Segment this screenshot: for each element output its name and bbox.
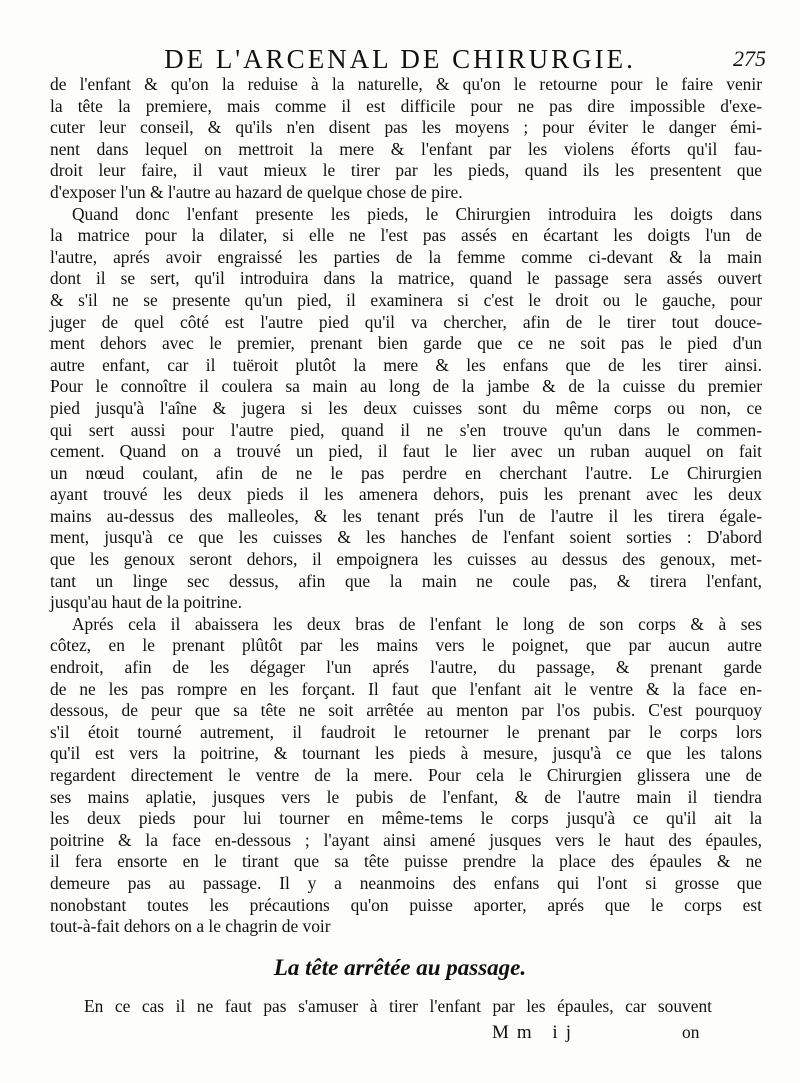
- text-line: ment dehors avec le premier, prenant bien garde que ce ne soit pas le pied d'un: [50, 333, 762, 354]
- text-line: qui sert aussi pour l'autre pied, quand il ne s'en trouve qu'un dans le commen-: [50, 419, 762, 440]
- final-line: [84, 996, 712, 1018]
- text-line: Aprés cela il abaissera les deux bras de l'enfant le long de son corps & à ses: [72, 613, 762, 634]
- text-line: dont il se sert, qu'il introduira dans la matrice, quand le passage sera assés ouvert: [50, 268, 762, 289]
- text-line: les deux pieds pour lui tourner en même-tems le corps jusqu'à ce qu'il ait la: [50, 808, 762, 829]
- text-line: que les genoux seront dehors, il empoignera les cuisses au dessus des genoux, met-: [50, 549, 762, 570]
- text-line: En ce cas il ne faut pas s'amuser à tirer l'enfant par les épaules, car souvent: [84, 996, 712, 1016]
- text-line: jusqu'au haut de la poitrine.: [50, 592, 242, 613]
- text-line: qu'il est vers la poitrine, & tournant les pieds à mesure, jusqu'à ce que les talons: [50, 743, 762, 764]
- text-line: nonobstant toutes les précautions qu'on puisse aporter, aprés que le corps est: [50, 894, 762, 915]
- text-line: côtez, en le prenant plûtôt par les mains vers le poignet, que par aucun autre: [50, 635, 762, 656]
- text-line: cuter leur conseil, & qu'ils n'en disent pas les moyens ; pour éviter le danger émi-: [50, 117, 762, 138]
- text-line: endroit, afin de les dégager l'un aprés l'autre, du passage, & prenant garde: [50, 657, 762, 678]
- text-line: poitrine & la face en-dessous ; l'ayant ainsi amené jusques vers le haut des épaules,: [50, 829, 762, 850]
- text-line: Pour le connoître il coulera sa main au long de la jambe & de la cuisse du premier: [50, 376, 762, 397]
- text-line: il fera ensorte en le tirant que sa tête puisse prendre la place des épaules & ne: [50, 851, 762, 872]
- text-line: cement. Quand on a trouvé un pied, il faut le lier avec un ruban auquel on fait: [50, 441, 762, 462]
- page-number: 275: [733, 46, 766, 71]
- text-line: autre enfant, car il tuëroit plutôt la mere & les enfans que de les tirer ainsi.: [50, 354, 762, 375]
- body-text: [50, 74, 762, 938]
- text-line: d'exposer l'un & l'autre au hazard de quelque chose de pire.: [50, 181, 463, 202]
- text-line: ses mains aplatie, jusques vers le pubis de l'enfant, & de l'autre main il tiendra: [50, 786, 762, 807]
- running-head: DE L'ARCENAL DE CHIRURGIE.: [164, 44, 636, 74]
- text-line: dessous, de peur que sa tête ne soit arrêtée au menton par l'os pubis. C'est pourquoy: [50, 700, 762, 721]
- text-line: ayant trouvé les deux pieds il les amenera dehors, puis les prenant avec les deux: [50, 484, 762, 505]
- text-line: droit leur faire, il vaut mieux le tirer par les pieds, quand ils les presentent que: [50, 160, 762, 181]
- text-line: la tête la premiere, mais comme il est difficile pour ne pas dire impossible d'exe-: [50, 95, 762, 116]
- text-line: & s'il ne se presente qu'un pied, il examinera si c'est le droit ou le gauche, pour: [50, 289, 762, 310]
- catchword: on: [682, 1022, 700, 1042]
- text-line: de ne les pas rompre en les forçant. Il faut que l'enfant ait le ventre & la face en-: [50, 678, 762, 699]
- text-line: juger de quel côté est l'autre pied qu'il va chercher, afin de le tirer tout douce-: [50, 311, 762, 332]
- text-line: regardent directement le ventre de la mere. Pour cela le Chirurgien glissera une de: [50, 765, 762, 785]
- text-line: de l'enfant & qu'on la reduise à la naturelle, & qu'on le retourne pour le faire venir: [50, 74, 762, 94]
- text-line: nent dans lequel on mettroit la mere & l'enfant par les violens éforts qu'il fau-: [50, 138, 762, 159]
- section-heading: La tête arrêtée au passage.: [273, 955, 527, 980]
- text-line: la matrice pour la dilater, si elle ne l'est pas assés en écartant les doigts l'un de: [50, 225, 762, 246]
- text-line: demeure pas au passage. Il y a neanmoins des enfans qui l'ont si grosse que: [50, 872, 762, 893]
- text-line: tant un linge sec dessus, afin que la main ne coule pas, & tirera l'enfant,: [50, 570, 762, 591]
- signature-mark: Mm ij: [492, 1022, 579, 1043]
- text-line: tout-à-fait dehors on a le chagrin de voir: [50, 916, 331, 937]
- text-line: pied jusqu'à l'aîne & jugera si les deux cuisses sont du même corps ou non, ce: [50, 397, 762, 418]
- text-line: l'autre, aprés avoir engraissé les parties de la femme comme ci-devant & la main: [50, 246, 762, 267]
- text-line: Quand donc l'enfant presente les pieds, le Chirurgien introduira les doigts dans: [72, 203, 762, 224]
- text-line: un nœud coulant, afin de ne le pas perdre en cherchant l'autre. Le Chirurgien: [50, 462, 762, 483]
- text-line: mains au-dessus des malleoles, & les tenant prés l'un de l'autre il les tirera égale-: [50, 505, 762, 526]
- text-line: s'il étoit tourné autrement, il faudroit le retourner le prenant par le corps lors: [50, 721, 762, 742]
- text-line: ment, jusqu'à ce que les cuisses & les hanches de l'enfant soient sorties : D'abord: [50, 527, 762, 548]
